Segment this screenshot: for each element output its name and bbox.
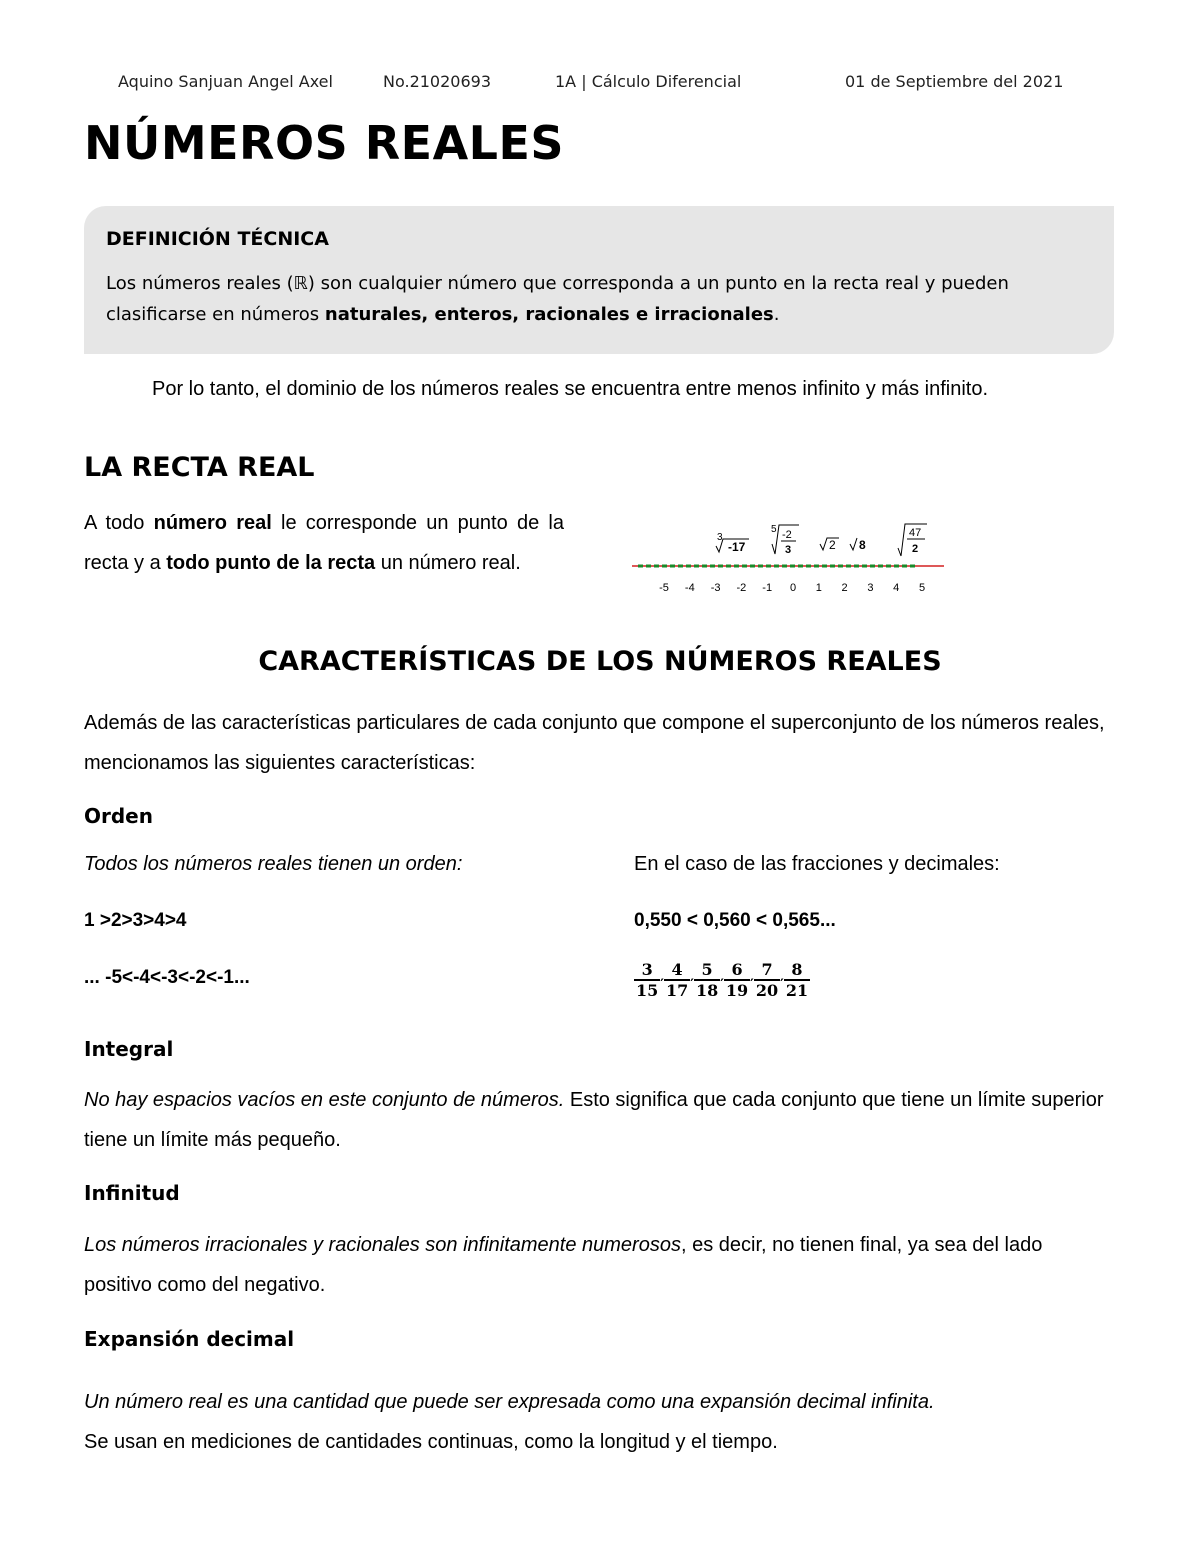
definition-title: DEFINICIÓN TÉCNICA: [106, 228, 329, 250]
tick-labels: [659, 582, 925, 594]
tick-label: -5: [659, 582, 669, 594]
caracteristicas-heading: CARACTERÍSTICAS DE LOS NÚMEROS REALES: [258, 646, 942, 677]
tick-label: -2: [736, 582, 747, 594]
tick-label: 4: [893, 582, 900, 594]
definition-text: Los números reales (ℝ) son cualquier número que corresponda a un punto en la recta real y pueden clasificarse en números naturales, enteros, racionales e irracionales.: [106, 273, 1009, 325]
recta-paragraph: A todo número real le corresponde un punto de la recta y a todo punto de la recta un número real.: [84, 512, 564, 574]
tick-label: 0: [789, 582, 797, 594]
tick-label: 2: [841, 582, 848, 594]
fraction-denominator: 21: [785, 981, 809, 1000]
tick-label: -4: [684, 582, 695, 594]
orden-left-intro: Todos los números reales tienen un orden:: [84, 853, 463, 875]
expansion-heading: Expansión decimal: [84, 1327, 295, 1351]
fraction: [754, 960, 780, 1000]
expansion-text: Se usan en mediciones de cantidades continuas, como la longitud y el tiempo.: [84, 1431, 778, 1453]
fraction-numerator: 8: [791, 960, 803, 979]
root4-radical: [850, 538, 857, 550]
root1-index: 3: [717, 532, 723, 543]
fraction-numerator: 5: [701, 960, 713, 979]
root1-radicand: -17: [728, 540, 746, 554]
definition-box: [84, 206, 1114, 354]
dominio-paragraph: Por lo tanto, el dominio de los números reales se encuentra entre menos infinito y más infinito.: [152, 378, 988, 400]
number-line-figure: [630, 520, 950, 605]
fraction: [784, 960, 810, 1000]
orden-heading: Orden: [84, 804, 153, 828]
root3-radicand: 2: [829, 538, 836, 552]
root2-index: 5: [771, 524, 777, 535]
recta-heading: LA RECTA REAL: [84, 452, 315, 483]
number-line-svg: [630, 520, 950, 600]
tick-label: 3: [867, 582, 874, 594]
infinitud-paragraph: Los números irracionales y racionales son infinitamente numerosos, es decir, no tienen final, ya sea del lado positivo como del negativo.: [84, 1234, 1043, 1296]
header-author: Aquino Sanjuan Angel Axel: [118, 72, 333, 91]
root4-radicand: 8: [859, 538, 866, 552]
orden-right-example-1: 0,550 < 0,560 < 0,565...: [634, 910, 836, 931]
header-date: 01 de Septiembre del 2021: [845, 72, 1064, 91]
expansion-italic-sentence: Un número real es una cantidad que puede ser expresada como una expansión decimal infinita.: [84, 1391, 935, 1413]
tick-label: -1: [762, 582, 773, 594]
orden-right-intro: En el caso de las fracciones y decimales:: [634, 853, 1000, 875]
fraction-denominator: 15: [636, 981, 659, 1000]
fraction: [724, 960, 750, 1000]
fraction: [694, 960, 720, 1000]
infinitud-heading: Infinitud: [84, 1181, 180, 1205]
fraction: [664, 960, 690, 1000]
fraction-separator: ′: [660, 977, 664, 993]
fraction-denominator: 20: [755, 981, 779, 1000]
fraction-separator: ′: [780, 977, 784, 993]
integral-heading: Integral: [84, 1037, 174, 1061]
header-number: No.21020693: [383, 72, 491, 91]
tick-label: 1: [815, 582, 822, 594]
page-header: [118, 72, 1088, 98]
tick-label: -3: [710, 582, 721, 594]
caracteristicas-intro: Además de las características particulares de cada conjunto que compone el superconjunto de los números reales, mencionamos las siguientes características:: [84, 712, 1105, 774]
fraction-separator: ′: [690, 977, 694, 993]
fraction-numerator: 4: [671, 960, 683, 979]
fraction: [634, 960, 660, 1000]
integral-paragraph: No hay espacios vacíos en este conjunto de números. Esto significa que cada conjunto que tiene un límite superior tiene un límite más pequeño.: [84, 1089, 1104, 1151]
fraction-numerator: 3: [641, 960, 653, 979]
fraction-separator: ′: [720, 977, 724, 993]
fraction-numerator: 7: [761, 960, 773, 979]
orden-left-example-2: ... -5<-4<-3<-2<-1...: [84, 967, 250, 988]
root2-denominator: 3: [785, 544, 792, 556]
root5-denominator: 2: [912, 543, 919, 555]
root2-numerator: -2: [782, 529, 792, 541]
header-course: 1A | Cálculo Diferencial: [555, 72, 742, 91]
fraction-sequence: [634, 960, 810, 1000]
fraction-denominator: 17: [665, 981, 689, 1000]
orden-left-example-1: 1 >2>3>4>4: [84, 910, 187, 931]
fraction-numerator: 6: [731, 960, 743, 979]
fraction-denominator: 19: [725, 981, 749, 1000]
fraction-denominator: 18: [695, 981, 719, 1000]
fraction-separator: ′: [750, 977, 754, 993]
tick-label: 5: [918, 582, 926, 594]
root5-numerator: 47: [909, 527, 922, 539]
page-title: NÚMEROS REALES: [84, 116, 565, 170]
